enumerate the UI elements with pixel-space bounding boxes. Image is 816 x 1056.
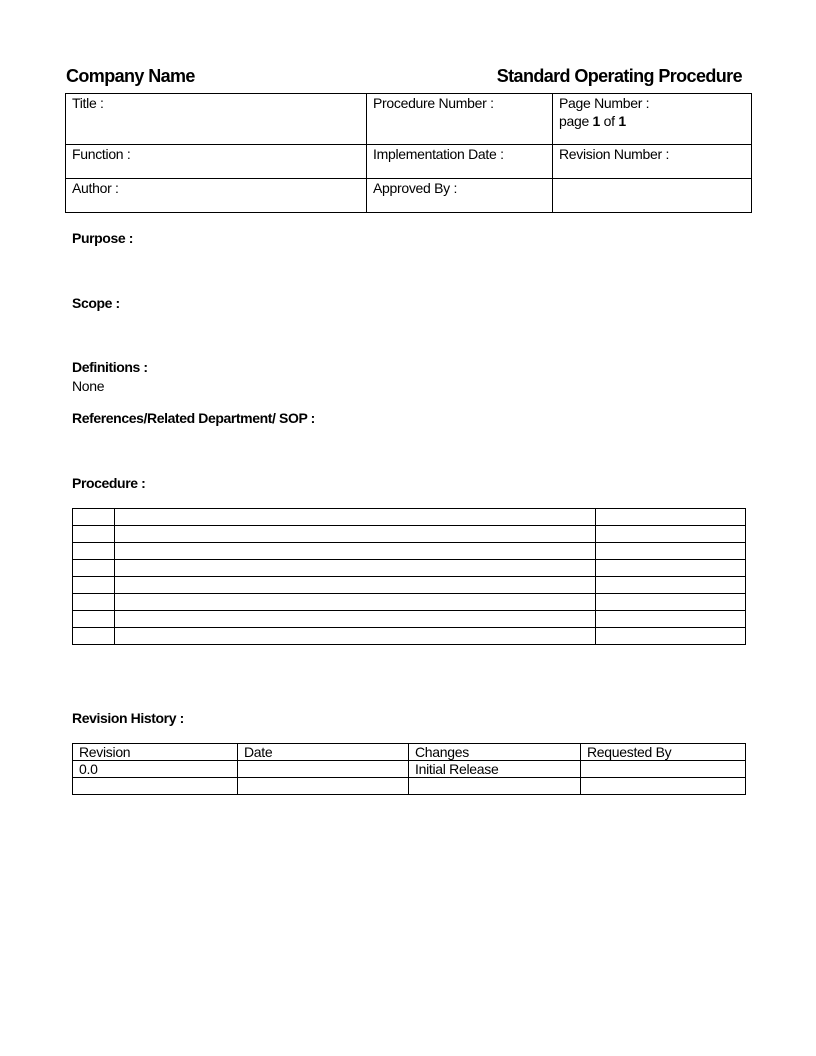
implementation-date-label: Implementation Date :	[373, 146, 504, 162]
step-responsible-cell[interactable]	[596, 543, 746, 560]
definitions-value: None	[72, 378, 105, 394]
procedure-row	[73, 526, 746, 543]
table-row	[73, 778, 746, 795]
step-responsible-cell[interactable]	[596, 526, 746, 543]
procedure-number-cell[interactable]	[367, 94, 553, 145]
step-description-cell[interactable]	[115, 509, 596, 526]
procedure-row	[73, 543, 746, 560]
revision-number-label: Revision Number :	[559, 146, 670, 162]
procedure-row	[73, 611, 746, 628]
page-current: 1	[592, 113, 601, 129]
header-revision: Revision	[73, 744, 238, 761]
revision-history-table	[72, 743, 746, 795]
page-number-cell	[553, 94, 752, 145]
step-responsible-cell[interactable]	[596, 577, 746, 594]
procedure-row	[73, 628, 746, 645]
date-cell[interactable]	[238, 761, 409, 778]
step-description-cell[interactable]	[115, 611, 596, 628]
info-table	[65, 93, 752, 213]
step-description-cell[interactable]	[115, 577, 596, 594]
step-number-cell[interactable]	[73, 543, 115, 560]
step-number-cell[interactable]	[73, 594, 115, 611]
function-label: Function :	[72, 146, 131, 162]
step-number-cell[interactable]	[73, 560, 115, 577]
changes-cell[interactable]: Initial Release	[409, 761, 581, 778]
date-cell[interactable]	[238, 778, 409, 795]
approved-by-cell[interactable]	[367, 179, 553, 213]
header-date: Date	[238, 744, 409, 761]
procedure-table	[72, 508, 746, 645]
procedure-number-label: Procedure Number :	[373, 95, 494, 111]
revision-cell[interactable]: 0.0	[73, 761, 238, 778]
document-title: Standard Operating Procedure	[496, 66, 742, 86]
definitions-heading: Definitions :	[72, 359, 148, 375]
step-responsible-cell[interactable]	[596, 611, 746, 628]
revision-number-cell[interactable]	[553, 145, 752, 179]
step-description-cell[interactable]	[115, 543, 596, 560]
requested-by-cell[interactable]	[581, 761, 746, 778]
company-name: Company Name	[66, 66, 195, 86]
step-number-cell[interactable]	[73, 577, 115, 594]
step-responsible-cell[interactable]	[596, 509, 746, 526]
step-responsible-cell[interactable]	[596, 628, 746, 645]
revision-cell[interactable]	[73, 778, 238, 795]
page-number-value	[559, 113, 745, 129]
table-row	[73, 761, 746, 778]
step-responsible-cell[interactable]	[596, 594, 746, 611]
page-number-label: Page Number :	[559, 95, 650, 111]
header-changes: Changes	[409, 744, 581, 761]
function-cell[interactable]	[66, 145, 367, 179]
implementation-date-cell[interactable]	[367, 145, 553, 179]
procedure-row	[73, 577, 746, 594]
title-cell[interactable]	[66, 94, 367, 145]
procedure-row	[73, 594, 746, 611]
procedure-row	[73, 560, 746, 577]
page-total: 1	[618, 113, 626, 129]
step-number-cell[interactable]	[73, 509, 115, 526]
page-word: page	[559, 113, 589, 129]
step-description-cell[interactable]	[115, 560, 596, 577]
requested-by-cell[interactable]	[581, 778, 746, 795]
of-word: of	[603, 113, 615, 129]
step-number-cell[interactable]	[73, 611, 115, 628]
procedure-heading: Procedure :	[72, 475, 146, 491]
procedure-row	[73, 509, 746, 526]
step-description-cell[interactable]	[115, 526, 596, 543]
empty-cell[interactable]	[553, 179, 752, 213]
revision-header-row	[73, 744, 746, 761]
step-number-cell[interactable]	[73, 526, 115, 543]
step-description-cell[interactable]	[115, 628, 596, 645]
references-heading: References/Related Department/ SOP :	[72, 410, 315, 426]
approved-by-label: Approved By :	[373, 180, 458, 196]
revision-history-heading: Revision History :	[72, 710, 184, 726]
step-responsible-cell[interactable]	[596, 560, 746, 577]
header-requested-by: Requested By	[581, 744, 746, 761]
changes-cell[interactable]	[409, 778, 581, 795]
step-number-cell[interactable]	[73, 628, 115, 645]
author-cell[interactable]	[66, 179, 367, 213]
title-label: Title :	[72, 95, 104, 111]
purpose-heading: Purpose :	[72, 230, 133, 246]
scope-heading: Scope :	[72, 295, 120, 311]
step-description-cell[interactable]	[115, 594, 596, 611]
author-label: Author :	[72, 180, 119, 196]
